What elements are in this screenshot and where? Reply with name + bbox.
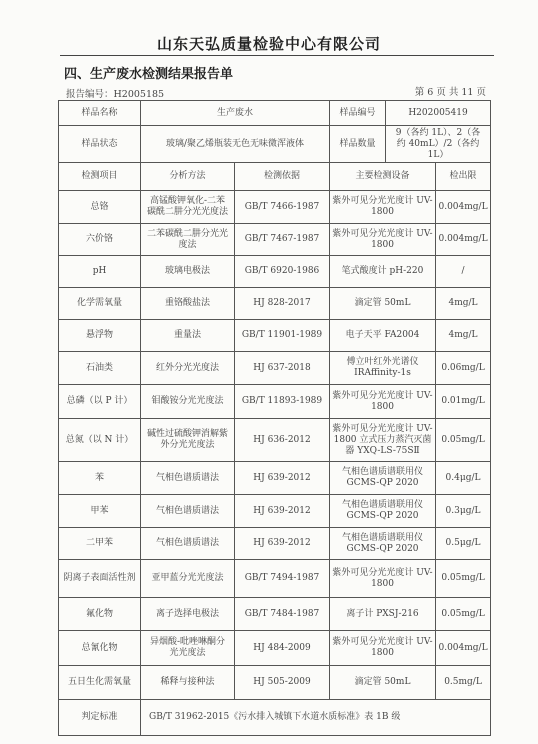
result-equipment: 紫外可见分光光度计 UV-1800 立式压力蒸汽灭菌器 YXQ-LS-75SⅡ (330, 419, 436, 462)
result-method: 红外分光光度法 (141, 352, 235, 385)
result-basis: HJ 639-2012 (235, 495, 330, 528)
result-limit: 0.4μg/L (436, 462, 491, 495)
table-row (59, 320, 491, 352)
result-limit: / (436, 256, 491, 288)
table-row (59, 666, 491, 700)
result-equipment: 离子计 PXSJ-216 (330, 598, 436, 631)
company-name: 山东天弘质量检验中心有限公司 (156, 35, 381, 53)
result-equipment: 气相色谱质谱联用仪 GCMS-QP 2020 (330, 495, 436, 528)
result-equipment: 紫外可见分光光度计 UV-1800 (330, 191, 436, 224)
result-limit: 0.5μg/L (436, 528, 491, 560)
result-limit: 4mg/L (436, 288, 491, 320)
result-equipment: 傅立叶红外光谱仪 IRAffinity-1s (330, 352, 436, 385)
result-method: 高锰酸钾氧化-二苯碳酰二肼分光光度法 (141, 191, 235, 224)
result-equipment: 笔式酸度计 pH-220 (330, 256, 436, 288)
table-row (59, 419, 491, 462)
result-equipment: 紫外可见分光光度计 UV-1800 (330, 560, 436, 598)
sample-name-row (59, 101, 491, 126)
table-row (59, 256, 491, 288)
result-item: 总铬 (59, 191, 141, 224)
result-item: 化学需氧量 (59, 288, 141, 320)
result-item: 甲苯 (59, 495, 141, 528)
result-basis: HJ 639-2012 (235, 462, 330, 495)
judgment-label: 判定标准 (59, 700, 141, 736)
result-equipment: 紫外可见分光光度计 UV-1800 (330, 631, 436, 666)
table-row (59, 495, 491, 528)
result-item: 总氮（以 N 计） (59, 419, 141, 462)
report-number: 报告编号：H2005185 (66, 89, 165, 100)
result-limit: 0.004mg/L (436, 631, 491, 666)
result-equipment: 滴定管 50mL (330, 288, 436, 320)
result-item: 阴离子表面活性剂 (59, 560, 141, 598)
result-limit: 0.01mg/L (436, 385, 491, 419)
col-header-limit: 检出限 (436, 163, 491, 191)
result-item: 石油类 (59, 352, 141, 385)
table-row (59, 462, 491, 495)
result-basis: HJ 636-2012 (235, 419, 330, 462)
result-basis: GB/T 7467-1987 (235, 224, 330, 256)
sample-state-row (59, 126, 491, 163)
result-method: 重量法 (141, 320, 235, 352)
section-title: 四、生产废水检测结果报告单 (64, 67, 234, 82)
result-limit: 0.05mg/L (436, 598, 491, 631)
result-basis: HJ 828-2017 (235, 288, 330, 320)
judgment-row (59, 700, 491, 736)
judgment-value: GB/T 31962-2015《污水排入城镇下水道水质标准》表 1B 级 (141, 700, 491, 736)
sample-qty-value: 9（各约 1L）、2（各约 40mL）/2（各约 1L） (386, 126, 491, 163)
result-method: 离子选择电极法 (141, 598, 235, 631)
result-limit: 0.05mg/L (436, 419, 491, 462)
result-method: 钼酸铵分光光度法 (141, 385, 235, 419)
result-equipment: 电子天平 FA2004 (330, 320, 436, 352)
sample-no-label: 样品编号 (330, 101, 386, 126)
col-header-item: 检测项目 (59, 163, 141, 191)
result-basis: GB/T 7484-1987 (235, 598, 330, 631)
table-row (59, 352, 491, 385)
result-method: 稀释与接种法 (141, 666, 235, 700)
result-basis: GB/T 11893-1989 (235, 385, 330, 419)
sample-qty-label: 样品数量 (330, 126, 386, 163)
table-row (59, 385, 491, 419)
sample-no-value: H202005419 (386, 101, 491, 126)
result-limit: 0.004mg/L (436, 191, 491, 224)
result-basis: HJ 505-2009 (235, 666, 330, 700)
result-item: 六价铬 (59, 224, 141, 256)
result-item: pH (59, 256, 141, 288)
result-method: 二苯碳酰二肼分光光度法 (141, 224, 235, 256)
result-method: 重铬酸盐法 (141, 288, 235, 320)
result-item: 二甲苯 (59, 528, 141, 560)
result-basis: HJ 639-2012 (235, 528, 330, 560)
result-basis: GB/T 6920-1986 (235, 256, 330, 288)
result-equipment: 气相色谱质谱联用仪 GCMS-QP 2020 (330, 462, 436, 495)
result-limit: 0.06mg/L (436, 352, 491, 385)
result-limit: 0.05mg/L (436, 560, 491, 598)
header-rule (60, 55, 494, 56)
result-method: 异烟酸-吡唑啉酮分光光度法 (141, 631, 235, 666)
result-limit: 4mg/L (436, 320, 491, 352)
result-item: 苯 (59, 462, 141, 495)
result-equipment: 滴定管 50mL (330, 666, 436, 700)
result-item: 五日生化需氧量 (59, 666, 141, 700)
result-equipment: 紫外可见分光光度计 UV-1800 (330, 385, 436, 419)
table-row (59, 631, 491, 666)
result-item: 悬浮物 (59, 320, 141, 352)
table-row (59, 560, 491, 598)
column-header-row (59, 163, 491, 191)
table-row (59, 528, 491, 560)
col-header-equipment: 主要检测设备 (330, 163, 436, 191)
table-row (59, 288, 491, 320)
result-equipment: 紫外可见分光光度计 UV-1800 (330, 224, 436, 256)
sample-name-label: 样品名称 (59, 101, 141, 126)
result-method: 亚甲蓝分光光度法 (141, 560, 235, 598)
result-equipment: 气相色谱质谱联用仪 GCMS-QP 2020 (330, 528, 436, 560)
result-basis: HJ 484-2009 (235, 631, 330, 666)
sample-state-label: 样品状态 (59, 126, 141, 163)
result-basis: HJ 637-2018 (235, 352, 330, 385)
result-limit: 0.5mg/L (436, 666, 491, 700)
results-table (58, 100, 491, 736)
result-method: 碱性过硫酸钾消解紫外分光光度法 (141, 419, 235, 462)
result-item: 总氰化物 (59, 631, 141, 666)
result-method: 气相色谱质谱法 (141, 528, 235, 560)
col-header-method: 分析方法 (141, 163, 235, 191)
table-row (59, 224, 491, 256)
result-limit: 0.3μg/L (436, 495, 491, 528)
table-row (59, 598, 491, 631)
result-item: 氟化物 (59, 598, 141, 631)
result-method: 气相色谱质谱法 (141, 462, 235, 495)
result-basis: GB/T 7466-1987 (235, 191, 330, 224)
result-basis: GB/T 7494-1987 (235, 560, 330, 598)
sample-state-value: 玻璃/聚乙烯瓶装无色无味微浑液体 (141, 126, 330, 163)
page-info: 第 6 页 共 11 页 (414, 87, 486, 98)
result-limit: 0.004mg/L (436, 224, 491, 256)
sample-name-value: 生产废水 (141, 101, 330, 126)
result-item: 总磷（以 P 计） (59, 385, 141, 419)
col-header-basis: 检测依据 (235, 163, 330, 191)
table-row (59, 191, 491, 224)
result-method: 气相色谱质谱法 (141, 495, 235, 528)
result-basis: GB/T 11901-1989 (235, 320, 330, 352)
result-method: 玻璃电极法 (141, 256, 235, 288)
